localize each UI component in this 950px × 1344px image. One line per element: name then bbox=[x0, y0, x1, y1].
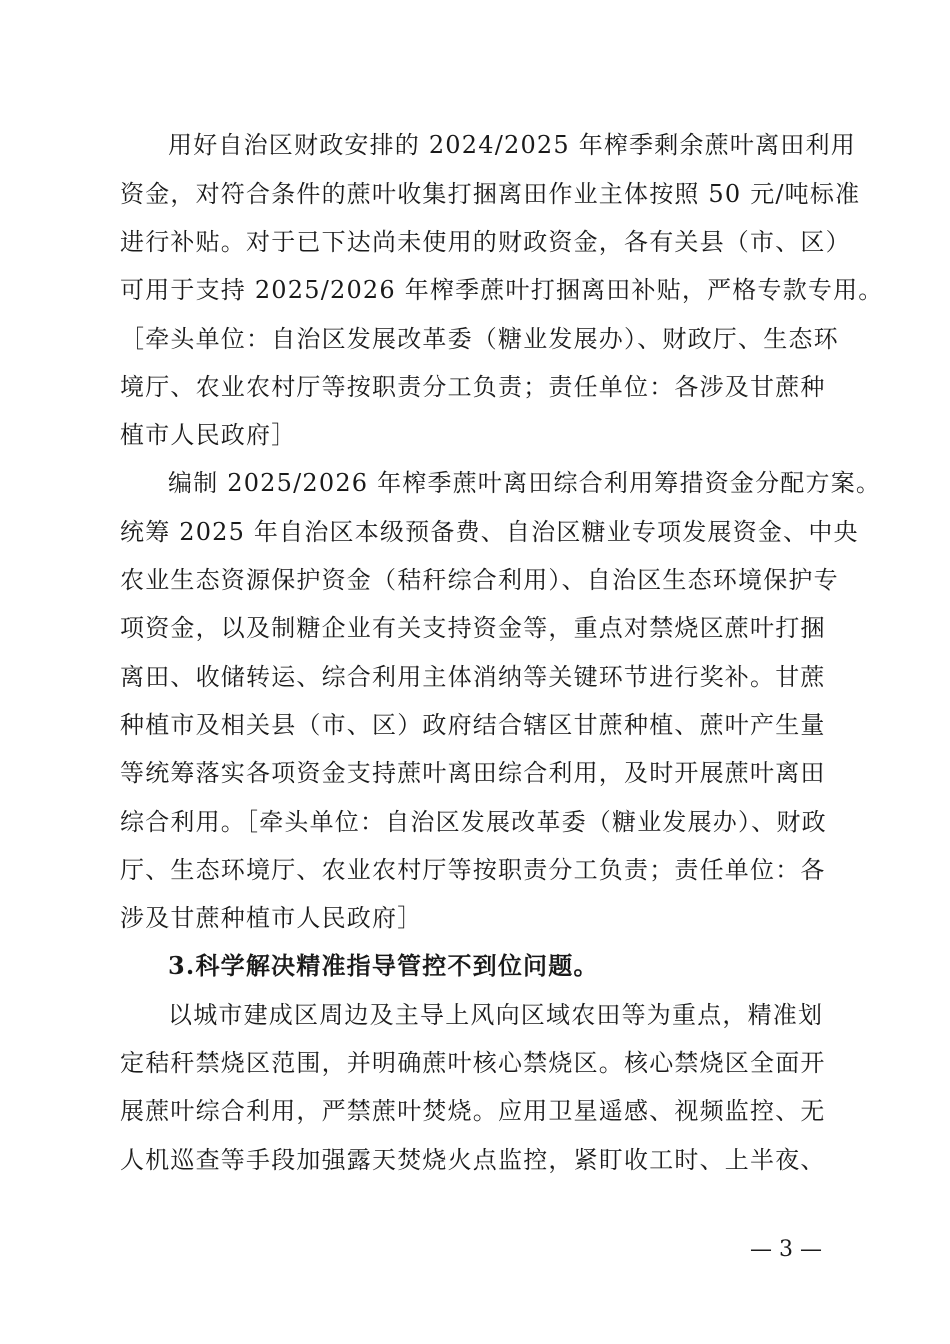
paragraph-1-line-3: 进行补贴。对于已下达尚未使用的财政资金，各有关县（市、区） bbox=[120, 228, 851, 256]
paragraph-2-line-5: 离田、收储转运、综合利用主体消纳等关键环节进行奖补。甘蔗 bbox=[120, 663, 826, 691]
paragraph-1-line-6: 境厅、农业农村厅等按职责分工负责；责任单位：各涉及甘蔗种 bbox=[120, 373, 826, 401]
paragraph-2-line-2: 统筹 2025 年自治区本级预备费、自治区糖业专项发展资金、中央 bbox=[120, 518, 859, 546]
paragraph-2-line-9: 厅、生态环境厅、农业农村厅等按职责分工负责；责任单位：各 bbox=[120, 856, 826, 884]
paragraph-1-line-5: ［牵头单位：自治区发展改革委（糖业发展办）、财政厅、生态环 bbox=[120, 325, 839, 353]
paragraph-1-line-1: 用好自治区财政安排的 2024/2025 年榨季剩余蔗叶离田利用 bbox=[168, 131, 856, 159]
page-number: — 3 — bbox=[750, 1237, 822, 1262]
paragraph-3-line-3: 展蔗叶综合利用，严禁蔗叶焚烧。应用卫星遥感、视频监控、无 bbox=[120, 1097, 826, 1125]
paragraph-2-line-6: 种植市及相关县（市、区）政府结合辖区甘蔗种植、蔗叶产生量 bbox=[120, 711, 826, 739]
paragraph-1-line-2: 资金，对符合条件的蔗叶收集打捆离田作业主体按照 50 元/吨标准 bbox=[120, 180, 861, 208]
paragraph-2-line-1: 编制 2025/2026 年榨季蔗叶离田综合利用筹措资金分配方案。 bbox=[168, 469, 882, 497]
paragraph-2-line-7: 等统筹落实各项资金支持蔗叶离田综合利用，及时开展蔗叶离田 bbox=[120, 759, 826, 787]
paragraph-3-line-4: 人机巡查等手段加强露天焚烧火点监控，紧盯收工时、上半夜、 bbox=[120, 1146, 826, 1174]
paragraph-3-line-1: 以城市建成区周边及主导上风向区域农田等为重点，精准划 bbox=[168, 1001, 824, 1029]
paragraph-1-line-4: 可用于支持 2025/2026 年榨季蔗叶打捆离田补贴，严格专款专用。 bbox=[120, 276, 884, 304]
paragraph-2-line-4: 项资金，以及制糖企业有关支持资金等，重点对禁烧区蔗叶打捆 bbox=[120, 614, 826, 642]
paragraph-3-line-2: 定秸秆禁烧区范围，并明确蔗叶核心禁烧区。核心禁烧区全面开 bbox=[120, 1049, 826, 1077]
section-heading: 3.科学解决精准指导管控不到位问题。 bbox=[168, 951, 599, 980]
paragraph-2-line-3: 农业生态资源保护资金（秸秆综合利用）、自治区生态环境保护专 bbox=[120, 566, 839, 594]
paragraph-2-line-8: 综合利用。［牵头单位：自治区发展改革委（糖业发展办）、财政 bbox=[120, 808, 827, 836]
paragraph-1-line-7: 植市人民政府］ bbox=[120, 421, 297, 449]
paragraph-2-line-10: 涉及甘蔗种植市人民政府］ bbox=[120, 904, 423, 932]
